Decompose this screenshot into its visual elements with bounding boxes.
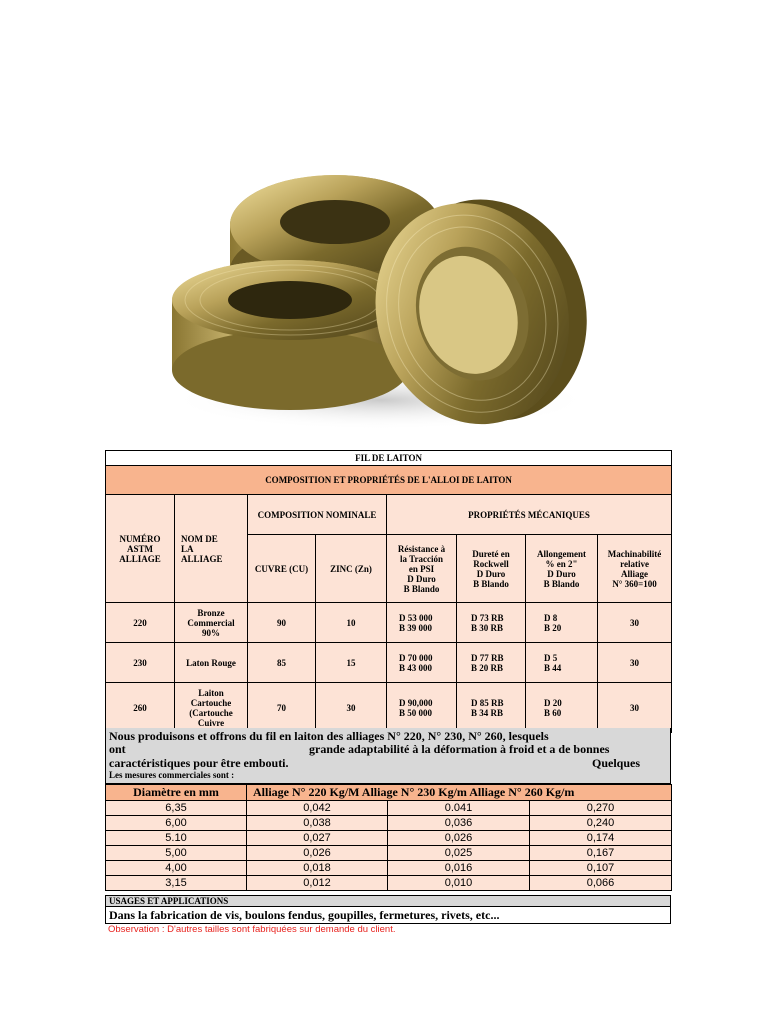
table-row — [106, 683, 672, 733]
table-row — [106, 816, 672, 831]
table-row — [106, 801, 672, 816]
diameter-cell: 6,35 — [106, 801, 247, 816]
machinability-cell: 30 — [598, 643, 672, 683]
col-hardness-header: Dureté en Rockwell D Duro B Blando — [457, 535, 526, 603]
table-row — [106, 603, 672, 643]
alloy-260-cell: 0,066 — [530, 876, 672, 891]
hardness-cell: D 85 RB B 34 RB — [457, 683, 526, 733]
table-subtitle: COMPOSITION ET PROPRIÉTÉS DE L'ALLOI DE LAITON — [106, 466, 672, 495]
table-row — [106, 846, 672, 861]
alloy-220-cell: 0,026 — [247, 846, 388, 861]
col-astm-header: NUMÉRO ASTM ALLIAGE — [106, 495, 175, 603]
alloy-220-cell: 0,018 — [247, 861, 388, 876]
tensile-cell: D 90,000 B 50 000 — [387, 683, 457, 733]
alloy-230-cell: 0,025 — [388, 846, 530, 861]
zinc-cell: 10 — [316, 603, 387, 643]
col-zinc-header: ZINC (Zn) — [316, 535, 387, 603]
description-line-1: Nous produisons et offrons du fil en laiton des alliages N° 220, N° 230, N° 260, lesquels — [109, 729, 549, 743]
diameter-cell: 5,00 — [106, 846, 247, 861]
description-line-3b: Quelques — [592, 756, 641, 770]
machinability-cell: 30 — [598, 683, 672, 733]
alloy-220-cell: 0,012 — [247, 876, 388, 891]
alloy-220-cell: 0,042 — [247, 801, 388, 816]
commercial-sizes-table — [105, 784, 672, 891]
mechanical-group-header: PROPRIÉTÉS MÉCANIQUES — [387, 495, 672, 535]
description-line-2a: ont — [109, 742, 126, 756]
elongation-cell: D 8 B 20 — [526, 603, 598, 643]
copper-cell: 70 — [248, 683, 316, 733]
astm-cell: 220 — [106, 603, 175, 643]
elongation-cell: D 5 B 44 — [526, 643, 598, 683]
tensile-cell: D 70 000 B 43 000 — [387, 643, 457, 683]
table-title: FIL DE LAITON — [106, 451, 672, 466]
observation-note: Observation : D'autres tailles sont fabriquées sur demande du client. — [108, 924, 396, 935]
hardness-cell: D 77 RB B 20 RB — [457, 643, 526, 683]
alloy-220-cell: 0,038 — [247, 816, 388, 831]
alloy-230-cell: 0,016 — [388, 861, 530, 876]
alloy-230-cell: 0,010 — [388, 876, 530, 891]
composition-group-header: COMPOSITION NOMINALE — [248, 495, 387, 535]
tensile-cell: D 53 000 B 39 000 — [387, 603, 457, 643]
table-row — [106, 876, 672, 891]
machinability-cell: 30 — [598, 603, 672, 643]
alloy-name-cell: Bronze Commercial 90% — [175, 603, 248, 643]
alloys-weight-header: Alliage N° 220 Kg/M Alliage N° 230 Kg/m Alliage N° 260 Kg/m — [247, 785, 672, 801]
usage-text: Dans la fabrication de vis, boulons fendus, goupilles, fermetures, rivets, etc... — [105, 907, 671, 924]
astm-cell: 230 — [106, 643, 175, 683]
copper-cell: 90 — [248, 603, 316, 643]
alloy-260-cell: 0,240 — [530, 816, 672, 831]
zinc-cell: 30 — [316, 683, 387, 733]
brass-wire-coils-image — [160, 150, 610, 440]
description-block — [105, 728, 671, 784]
col-elongation-header: Allongement % en 2" D Duro B Blando — [526, 535, 598, 603]
table-row — [106, 831, 672, 846]
alloy-260-cell: 0,174 — [530, 831, 672, 846]
astm-cell: 260 — [106, 683, 175, 733]
diameter-cell: 4,00 — [106, 861, 247, 876]
hardness-cell: D 73 RB B 30 RB — [457, 603, 526, 643]
alloy-220-cell: 0,027 — [247, 831, 388, 846]
col-machinability-header: Machinabilité relative Alliage N° 360=100 — [598, 535, 672, 603]
col-copper-header: CUVRE (CU) — [248, 535, 316, 603]
usage-heading: USAGES ET APPLICATIONS — [105, 895, 671, 907]
alloy-260-cell: 0,107 — [530, 861, 672, 876]
description-line-4: Les mesures commerciales sont : — [109, 770, 235, 780]
alloy-230-cell: 0.041 — [388, 801, 530, 816]
copper-cell: 85 — [248, 643, 316, 683]
diameter-header: Diamètre en mm — [106, 785, 247, 801]
description-line-2b: grande adaptabilité à la déformation à froid et a de bonnes — [309, 742, 610, 756]
zinc-cell: 15 — [316, 643, 387, 683]
alloy-260-cell: 0,270 — [530, 801, 672, 816]
elongation-cell: D 20 B 60 — [526, 683, 598, 733]
table-row — [106, 643, 672, 683]
diameter-cell: 3,15 — [106, 876, 247, 891]
alloy-260-cell: 0,167 — [530, 846, 672, 861]
table-row — [106, 861, 672, 876]
col-tensile-header: Résistance à la Tracción en PSI D Duro B Blando — [387, 535, 457, 603]
diameter-cell: 6,00 — [106, 816, 247, 831]
description-line-3a: caractéristiques pour être embouti. — [109, 756, 289, 770]
alloy-230-cell: 0,036 — [388, 816, 530, 831]
alloy-name-cell: Laton Rouge — [175, 643, 248, 683]
diameter-cell: 5.10 — [106, 831, 247, 846]
col-alloy-name-header: NOM DE LA ALLIAGE — [175, 495, 248, 603]
alloy-230-cell: 0,026 — [388, 831, 530, 846]
alloy-name-cell: Laiton Cartouche (Cartouche Cuivre — [175, 683, 248, 733]
alloy-properties-table — [105, 450, 672, 733]
